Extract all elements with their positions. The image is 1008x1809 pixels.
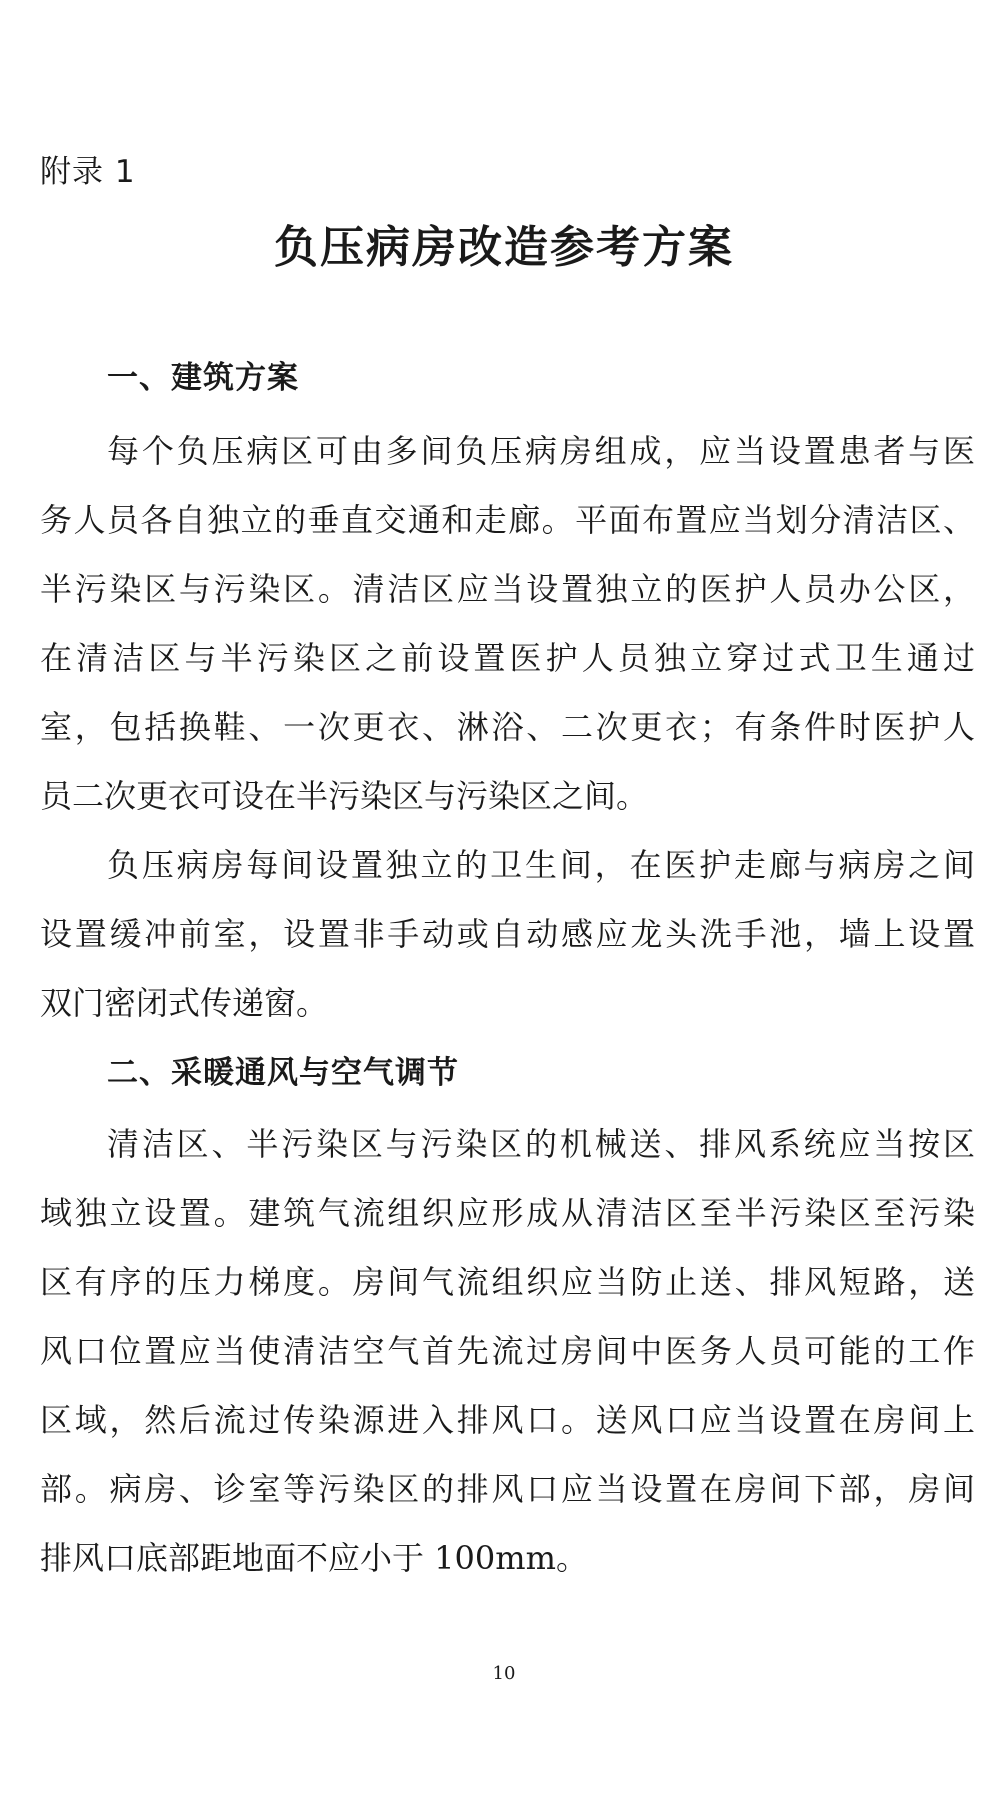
paragraph-hvac-1 xyxy=(40,1110,975,1593)
text-line: 域独立设置。建筑气流组织应形成从清洁区至半污染区至污染 xyxy=(40,1194,975,1232)
appendix-label: 附录 1 xyxy=(40,154,136,190)
section-heading-architecture: 一、建筑方案 xyxy=(107,360,299,396)
text-line: 区域，然后流过传染源进入排风口。送风口应当设置在房间上 xyxy=(40,1401,975,1439)
text-line: 半污染区与污染区。清洁区应当设置独立的医护人员办公区， xyxy=(40,570,975,608)
text-line: 区有序的压力梯度。房间气流组织应当防止送、排风短路，送 xyxy=(40,1263,975,1301)
text-line: 室，包括换鞋、一次更衣、淋浴、二次更衣；有条件时医护人 xyxy=(40,708,975,746)
paragraph-architecture-1 xyxy=(40,417,975,831)
text-line: 负压病房每间设置独立的卫生间，在医护走廊与病房之间 xyxy=(107,846,975,884)
text-line: 每个负压病区可由多间负压病房组成，应当设置患者与医 xyxy=(107,432,975,470)
text-line: 员二次更衣可设在半污染区与污染区之间。 xyxy=(40,777,649,815)
text-line: 风口位置应当使清洁空气首先流过房间中医务人员可能的工作 xyxy=(40,1332,975,1370)
text-line: 双门密闭式传递窗。 xyxy=(40,984,329,1022)
text-line: 清洁区、半污染区与污染区的机械送、排风系统应当按区 xyxy=(107,1125,975,1163)
text-line: 务人员各自独立的垂直交通和走廊。平面布置应当划分清洁区、 xyxy=(40,501,975,539)
text-line: 在清洁区与半污染区之前设置医护人员独立穿过式卫生通过 xyxy=(40,639,975,677)
paragraph-architecture-2 xyxy=(40,831,975,1038)
page-number: 10 xyxy=(492,1663,516,1684)
text-line: 设置缓冲前室，设置非手动或自动感应龙头洗手池，墙上设置 xyxy=(40,915,975,953)
section-heading-hvac: 二、采暖通风与空气调节 xyxy=(107,1055,459,1091)
text-line: 部。病房、诊室等污染区的排风口应当设置在房间下部，房间 xyxy=(40,1470,975,1508)
text-line: 排风口底部距地面不应小于 100mm。 xyxy=(40,1539,588,1577)
document-title: 负压病房改造参考方案 xyxy=(274,222,734,273)
